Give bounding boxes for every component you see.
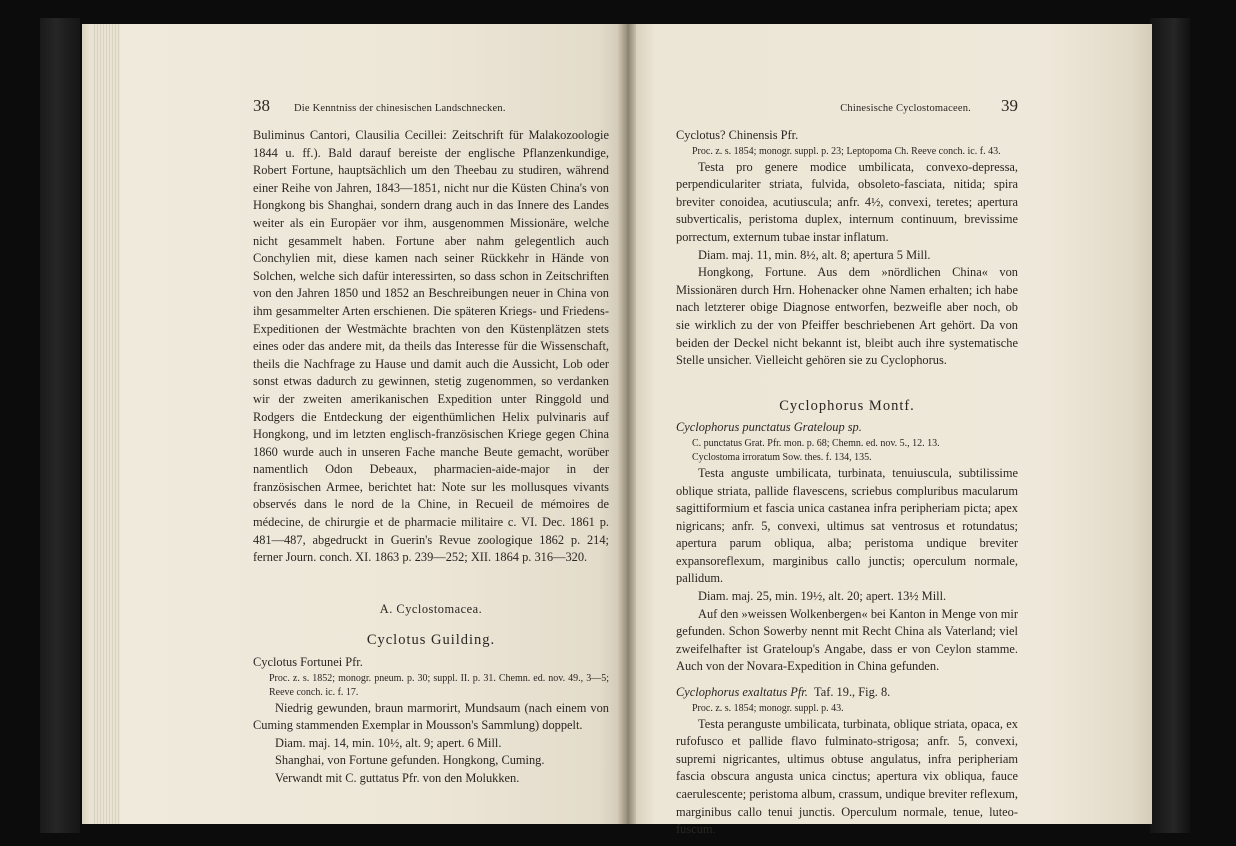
running-head: Chinesische Cyclostomaceen. xyxy=(840,103,971,114)
species-related: Verwandt mit C. guttatus Pfr. von den Molukken. xyxy=(275,771,520,785)
species-references: Proc. z. s. 1854; monogr. suppl. p. 43. xyxy=(692,702,844,714)
species-measurements: Diam. maj. 14, min. 10½, alt. 9; apert. 6 Mill. xyxy=(275,735,502,750)
right-page-header xyxy=(676,97,1018,117)
genus-heading: Cyclophorus Montf. xyxy=(779,397,915,414)
species-description: Niedrig gewunden, braun marmorirt, Mundsaum (nach einem von Cuming stammenden Exemplar in Mousson's Sammlung) doppelt. xyxy=(253,700,609,733)
book-cover-right xyxy=(1150,18,1190,833)
species-measurements: Diam. maj. 25, min. 19½, alt. 20; apert. 13½ Mill. xyxy=(698,589,947,604)
species-measurements: Diam. maj. 11, min. 8½, alt. 8; apertura 5 Mill. xyxy=(698,247,931,262)
species-latin-description: Testa anguste umbilicata, turbinata, tenuiuscula, subtilissime oblique striata, pallide flavescens, scriebus compluribus macularum sagittiformium et fascia unica castanea infra peripheriam picta; apex nigricans; anfr. 5, convexi, ultimus sat ventrosus et rotundatus; apertura parum obliqua, alba; peristoma undique breviter expansoreflexum, marginibus callo junctis; operculum normale, pallidum. xyxy=(676,465,1018,586)
species-notes: Hongkong, Fortune. Aus dem »nördlichen China« von Missionären durch Hrn. Hohenacker ohne Namen erhalten; ich habe nach letzterer obige Diagnose entworfen, bezweifle aber noch, ob sie wirklich zu der von Pfeiffer beschriebenen Art gehört. Da von beiden der Deckel nicht bekannt ist, bleibt auch ihre systematische Stelle unsicher. Vielleicht gehören sie zu Cyclophorus. xyxy=(676,265,1018,368)
species-title: Cyclophorus exaltatus Pfr. xyxy=(676,685,808,700)
right-page-text xyxy=(676,97,1018,839)
page-edges xyxy=(92,24,120,824)
species-latin-description: Testa peranguste umbilicata, turbinata, oblique striata, opaca, ex rufofusco et pallide flavo fulminato-strigosa; anfr. 5, convexi, supremi nigricantes, ultimus obtuse angulatus, infra peripheriam fascia obscura angusta unica cinctus; apertura vix obliqua, fauce caerulescente; peristoma album, crassum, undique breviter reflexum, marginibus callo tenui junctis. Operculum normale, tenue, luteo-fuscum. xyxy=(676,716,1018,837)
species-references: Proc. z. s. 1852; monogr. pneum. p. 30; suppl. II. p. 31. Chemn. ed. nov. 49., 3—5; Reeve conch. ic. f. 17. xyxy=(269,672,609,698)
species-title: Cyclotus? Chinensis Pfr. xyxy=(676,128,799,142)
genus-heading: Cyclotus Guilding. xyxy=(366,632,496,649)
species-references: Cyclostoma irroratum Sow. thes. f. 134, 135. xyxy=(692,451,872,463)
book-cover-left xyxy=(40,18,80,833)
species-title: Cyclotus Fortunei Pfr. xyxy=(253,655,363,670)
page-number: 38 xyxy=(253,96,270,115)
intro-paragraph: Buliminus Cantori, Clausilia Cecillei: Zeitschrift für Malakozoologie 1844 u. ff.). Bald darauf bereiste der englische Pflanzenkundige, Robert Fortune, hauptsächlich um den Theebau zu studiren, während einer Reihe von Jahren, 1843—1851, nicht nur die Küsten China's von Hongkong bis Shanghai, sondern drang auch in das Innere des Landes weiter als ein Europäer vor ihm, ausgenommen Missionäre, welche nicht gesammelt haben. Fortune aber nahm gelegentlich auch Conchylien mit, diese kamen nach seiner Rückkehr in Hände von Solchen, welche sich dafür interessirten, so dass schon in Zeitschriften von den Jahren 1850 und 1852 an Beschreibungen neuer in China von ihm gesammelter Arten erschienen. Die späteren Kriegs- und Friedens-Expeditionen der Westmächte brachten von den Küstenplätzen stets eines oder das andere mit, da theils das Interesse für die Wissenschaft, theils die Nachfrage zu Hause und damit auch die Aussicht, Lob oder sonst etwas dadurch zu gewinnen, stetig zugenommen, so verdanken wir der zweiten amerikanischen Expedition unter Ringgold und Rodgers die Entdeckung der eigenthümlichen Helix pulvinaris auf Hongkong, und im letzten englisch-französischen Kriege gegen China 1860 wurde auch in unseren Fache manche Beute gemacht, worüber namentlich Odon Debeaux, pharmacien-aide-major in der französischen Armee, berichtet hat: Note sur les mollusques vivants observés dans le nord de la Chine, in Recueil de mémoires de médecine, de chirurgie et de pharmacie militaire c. VI. Dec. 1861 p. 481—487, abgedruckt in Guerin's Revue zoologique 1862 p. 214; ferner Journ. conch. XI. 1863 p. 239—252; XII. 1864 p. 316—320. xyxy=(253,128,609,565)
section-heading: A. Cyclostomacea. xyxy=(379,601,483,616)
species-references: C. punctatus Grat. Pfr. mon. p. 68; Chemn. ed. nov. 5., 12. 13. xyxy=(692,437,940,449)
spacer xyxy=(676,676,1018,684)
plate-reference: Taf. 19., Fig. 8. xyxy=(814,685,891,700)
page-number: 39 xyxy=(1001,96,1018,115)
left-page-text xyxy=(253,97,609,788)
species-notes: Auf den »weissen Wolkenbergen« bei Kanton in Menge von mir gefunden. Schon Sowerby nennt mit Recht China als Vaterland; viel zweifelhafter ist Grateloup's Angabe, dass er von Ceylon stamme. Auch von der Novara-Expedition in China gefunden. xyxy=(676,606,1018,674)
species-locality: Shanghai, von Fortune gefunden. Hongkong, Cuming. xyxy=(275,753,545,768)
species-latin-description: Testa pro genere modice umbilicata, convexo-depressa, perpendiculariter striata, fulvida, obsoleto-fasciata, nitida; spira breviter conoidea, acutiuscula; anfr. 4½, convexi, teretes; apertura subverticalis, peristoma duplex, internum continuum, brevissime porrectum, externum tubae instar inflatum. xyxy=(676,159,1018,244)
species-title-row xyxy=(676,684,1018,702)
running-head: Die Kenntniss der chinesischen Landschnecken. xyxy=(294,103,506,114)
species-references: Proc. z. s. 1854; monogr. suppl. p. 23; Leptopoma Ch. Reeve conch. ic. f. 43. xyxy=(692,145,1001,157)
species-title: Cyclophorus punctatus Grateloup sp. xyxy=(676,420,862,435)
left-page-header xyxy=(253,97,609,117)
book-gutter xyxy=(618,24,636,824)
